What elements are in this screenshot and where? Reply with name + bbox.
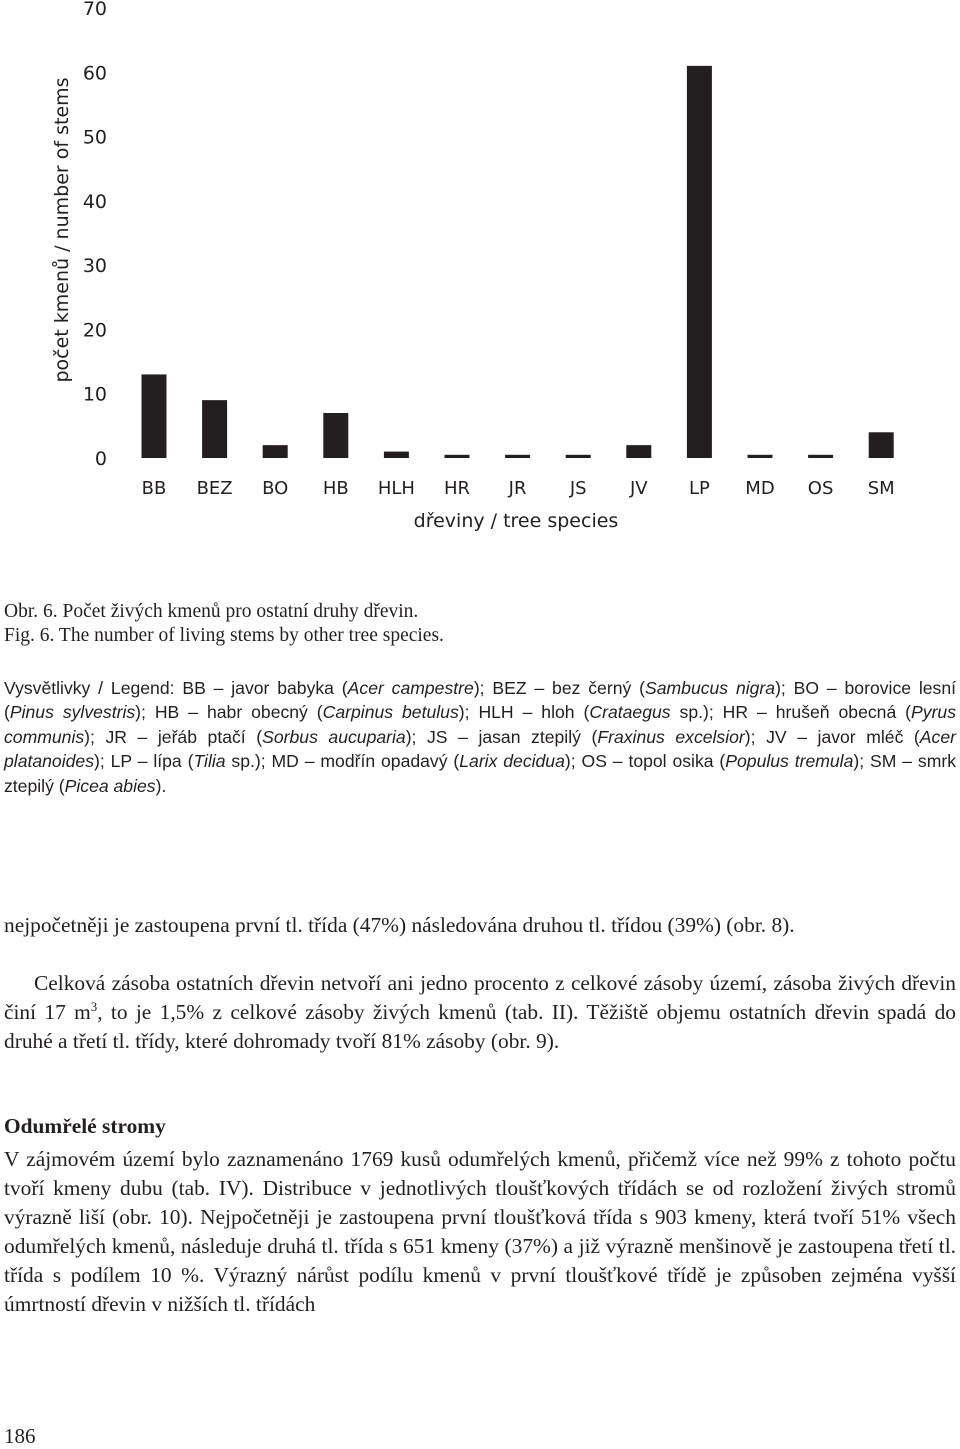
y-tick-label: 30 — [82, 255, 107, 278]
legend-text: ); BO – borovice lesní ( — [4, 678, 957, 723]
x-axis-title: dřeviny / tree species — [413, 510, 619, 532]
legend-latin-name: Acer campestre — [347, 678, 474, 698]
bars — [142, 66, 894, 458]
legend-latin-name: Sambucus nigra — [644, 678, 776, 698]
legend-latin-name: Populus tremula — [725, 751, 854, 772]
legend-text: Vysvětlivky / Legend: BB – javor babyka ( — [4, 678, 348, 698]
bar-js — [566, 455, 591, 458]
legend-text: sp.); HR – hrušeň obecná ( — [670, 702, 912, 723]
body-paragraph-2-part-2: , to je 1,5% z celkové zásoby živých kmenů (tab. II). Těžiště objemu ostatních dřevin spadá do druhé a třetí tl. třídy, které dohromady tvoří 81% zásoby (obr. 9). — [4, 1000, 956, 1053]
bar-lp — [687, 66, 712, 458]
legend-latin-name: Carpinus betulus — [322, 702, 459, 723]
bar-jr — [505, 455, 530, 458]
bar-bb — [142, 374, 167, 458]
body-paragraph-2 — [4, 969, 956, 1056]
y-axis-tick-labels — [83, 0, 107, 470]
x-tick-label: HB — [322, 478, 349, 499]
x-tick-label: BEZ — [196, 478, 233, 499]
x-axis-category-labels — [142, 478, 895, 499]
legend-latin-name: Fraxinus excelsior — [597, 726, 745, 747]
x-tick-label: BB — [141, 478, 167, 499]
bar-sm — [869, 432, 894, 458]
y-tick-label: 60 — [82, 62, 107, 85]
y-tick-label: 20 — [82, 319, 107, 342]
bar-md — [748, 455, 773, 458]
legend-latin-name: Larix decidua — [459, 751, 565, 772]
y-tick-label: 10 — [82, 383, 107, 406]
legend-latin-name: Crataegus — [589, 702, 671, 723]
body-paragraph-2-part-1: Celková zásoba ostatních dřevin netvoří ani jedno procento z celkové zásoby území, zásoba živých dřevin činí 17 m — [4, 971, 956, 1024]
bar-bez — [202, 400, 227, 458]
bar-jv — [626, 445, 651, 458]
bar-hlh — [384, 452, 409, 458]
x-tick-label: OS — [807, 478, 834, 499]
bar-bo — [263, 445, 288, 458]
bar-hr — [445, 455, 470, 458]
legend-text: ); SM – smrk ztepilý ( — [4, 751, 957, 796]
legend-text: ). — [155, 775, 167, 796]
legend-text: ); OS – topol osika ( — [564, 751, 726, 772]
legend-latin-name: Picea abies — [64, 775, 156, 796]
page-number: 186 — [4, 1424, 36, 1448]
x-tick-label: HR — [443, 478, 471, 499]
legend-text: ); BEZ – bez černý ( — [473, 678, 645, 698]
bar-chart — [0, 0, 960, 560]
legend-text: sp.); MD – modřín opadavý ( — [225, 751, 460, 772]
legend-latin-name: Pyrus communis — [4, 702, 957, 747]
y-axis-title: počet kmenů / number of stems — [51, 77, 73, 383]
x-tick-label: HLH — [377, 478, 415, 499]
x-tick-label: JS — [569, 478, 587, 499]
legend-latin-name: Pinus sylvestris — [9, 702, 136, 723]
figure-caption-en: Fig. 6. The number of living stems by other tree species. — [4, 625, 444, 646]
legend-text: ); HLH – hloh ( — [458, 702, 590, 723]
bar-hb — [323, 413, 348, 458]
x-tick-label: JR — [508, 478, 527, 499]
y-tick-label: 0 — [94, 448, 107, 470]
figure-legend — [4, 676, 956, 798]
legend-text: ); JR – jeřáb ptačí ( — [84, 726, 263, 747]
legend-latin-name: Tilia — [193, 751, 226, 772]
bar-os — [808, 455, 833, 458]
legend-text: ); HB – habr obecný ( — [135, 702, 323, 723]
legend-text: ); JV – javor mléč ( — [744, 726, 920, 747]
legend-text: ); JS – jasan ztepilý ( — [405, 726, 598, 747]
y-tick-label: 70 — [82, 0, 107, 20]
body-paragraph-3: V zájmovém území bylo zaznamenáno 1769 kusů odumřelých kmenů, přičemž více než 99% z tohoto počtu tvoří kmeny dubu (tab. IV). Distribuce v jednotlivých tloušťkových třídách se od rozložení živých stromů výrazně liší (obr. 10). Nejpočetněji je zastoupena první tloušťková třída s 903 kmeny, která tvoří 51% všech odumřelých kmenů, následuje druhá tl. třída s 651 kmeny (37%) a již výrazně menšinově je zastoupena třetí tl. třída s podílem 10 %. Výrazný nárůst podílu kmenů v první tloušťkové třídě je způsoben zejména vyšší úmrtností dřevin v nižších tl. třídách — [4, 1147, 956, 1316]
figure-caption-cz: Obr. 6. Počet živých kmenů pro ostatní druhy dřevin. — [4, 601, 419, 622]
body-paragraph-1: nejpočetněji je zastoupena první tl. třída (47%) následována druhou tl. třídou (39%) (obr. 8). — [4, 913, 795, 937]
x-tick-label: LP — [688, 478, 710, 499]
x-tick-label: BO — [262, 478, 289, 499]
section-heading: Odumřelé stromy — [4, 1114, 166, 1138]
x-tick-label: JV — [629, 478, 648, 499]
y-tick-label: 50 — [82, 126, 107, 149]
legend-text: ); LP – lípa ( — [94, 751, 194, 772]
legend-latin-name: Sorbus aucuparia — [262, 726, 406, 747]
legend-latin-name: Acer platanoides — [4, 726, 956, 772]
y-tick-label: 40 — [82, 190, 107, 213]
x-tick-label: MD — [745, 478, 775, 499]
x-tick-label: SM — [867, 478, 895, 499]
cubic-superscript: 3 — [90, 999, 98, 1014]
